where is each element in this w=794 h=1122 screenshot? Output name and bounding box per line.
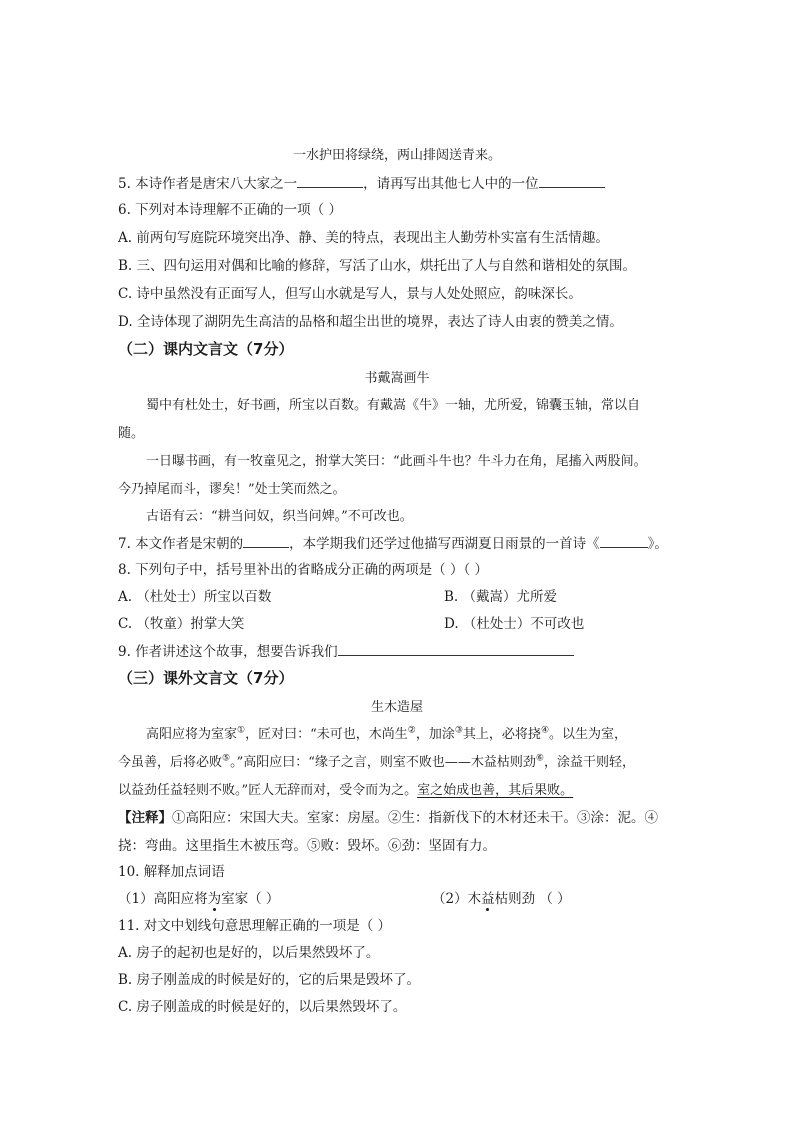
notes-text-1: ①高阳应：宋国大夫。室家：房屋。②生：指新伐下的木材还未干。③涂：泥。④ [172, 810, 658, 826]
q10-2-text-a: （2）木 [432, 891, 482, 907]
q7-text-a: 7. 本文作者是宋朝的 [118, 536, 244, 552]
p1b-seg-2: 。”高阳应曰：“缘子之言，则室不败也——木益枯则劲 [230, 755, 536, 770]
q10-1-text-a: （1）高阳应将 [118, 891, 208, 907]
note-mark-1: ① [237, 725, 246, 736]
question-6-option-d: D. 全诗体现了湖阴先生高洁的品格和超尘出世的境界，表达了诗人由衷的赞美之情。 [118, 314, 623, 330]
p1a-seg-2: ，匠对曰：“未可也，木尚生 [245, 727, 408, 742]
question-11-option-c: C. 房子刚盖成的时候是好的，以后果然毁坏了。 [118, 999, 407, 1015]
p1a-seg-3: ，加涂 [415, 727, 455, 742]
p1c-plain: 以益劲任益轻则不败。”匠人无辞而对，受令而为之。 [118, 783, 418, 798]
section-2-para-2b: 今乃掉尾而斗，谬矣！”处士笑而然之。 [118, 482, 346, 497]
q9-text: 9. 作者讲述这个故事，想要告诉我们 [118, 644, 338, 660]
q5-blank-2[interactable] [539, 173, 605, 188]
question-10-part-1 [118, 889, 279, 909]
section-3-heading: （三）课外文言文（7分） [118, 669, 294, 687]
question-8-option-b: B. （戴嵩）尤所爱 [444, 589, 558, 605]
section-3-title: 生木造屋 [370, 700, 423, 715]
question-8-option-d: D. （杜处士）不可改也 [444, 616, 585, 632]
section-2-heading: （二）课内文言文（7分） [118, 340, 294, 358]
p1a-seg-5: 。以生为室， [549, 727, 628, 742]
question-7 [118, 533, 668, 554]
section-2-para-1a: 蜀中有杜处士，好书画，所宝以百数。有戴嵩《牛》一轴，尤所爱，锦囊玉轴，常以自 [146, 398, 641, 413]
section-2-para-1b: 随。 [118, 426, 145, 441]
question-8-stem: 8. 下列句子中，括号里补出的省略成分正确的两项是（ ）（ ） [118, 562, 489, 578]
q10-1-dotted-word: 为 [207, 891, 222, 907]
question-10-part-2 [432, 889, 571, 909]
note-mark-5: ⑤ [222, 753, 231, 764]
section-2-para-3: 古语有云：“耕当问奴，织当问婢。”不可改也。 [146, 509, 413, 524]
question-8-option-a: A. （杜处士）所宝以百数 [118, 589, 272, 605]
section-2-title: 书戴嵩画牛 [364, 371, 430, 386]
note-mark-4: ④ [540, 725, 550, 736]
q10-1-text-b: 室家（ ） [221, 891, 280, 907]
question-5 [118, 173, 605, 194]
question-6-option-b: B. 三、四句运用对偶和比喻的修辞，写活了山水，烘托出了人与自然和谐相处的氛围。 [118, 258, 637, 274]
q7-text-b: ，本学期我们还学过他描写西湖夏日雨景的一首诗《 [289, 536, 600, 552]
notes-line-2: 挠：弯曲。这里指生木被压弯。⑤败：毁坏。⑥劲：坚固有力。 [118, 838, 496, 854]
question-8-option-c: C. （牧童）拊掌大笑 [118, 616, 245, 632]
q5-text-b: ，请再写出其他七人中的一位 [363, 176, 539, 192]
section-3-para-1c [118, 781, 573, 801]
p1a-seg-4: 其上，必将挠 [462, 727, 541, 742]
q10-2-dotted-word: 益 [481, 891, 495, 907]
q5-blank-1[interactable] [297, 173, 363, 188]
q10-2-text-b: 枯则劲 （ ） [494, 891, 571, 907]
q7-blank-2[interactable] [600, 533, 648, 548]
section-3-para-1b [118, 753, 635, 773]
note-mark-3: ③ [454, 725, 463, 736]
note-mark-2: ② [407, 725, 416, 736]
note-mark-6: ⑥ [535, 753, 544, 764]
poem-line: 一水护田将绿绕，两山排闼送青来。 [292, 148, 501, 163]
q5-text-a: 5. 本诗作者是唐宋八大家之一 [118, 176, 298, 192]
question-10-stem: 10. 解释加点词语 [118, 864, 225, 880]
question-6-option-a: A. 前两句写庭院环境突出净、静、美的特点，表现出主人勤劳朴实富有生活情趣。 [118, 230, 609, 246]
p1a-seg-1: 高阳应将为室家 [146, 727, 238, 742]
q7-text-c: 》。 [647, 536, 668, 552]
question-6-stem: 6. 下列对本诗理解不正确的一项（ ） [118, 202, 342, 218]
notes-label: 【注释】 [118, 810, 172, 826]
question-6-option-c: C. 诗中虽然没有正面写人，但写山水就是写人，景与人处处照应，韵味深长。 [118, 286, 582, 302]
question-11-option-a: A. 房子的起初也是好的，以后果然毁坏了。 [118, 945, 380, 961]
p1b-seg-3: ，涂益干则轻， [543, 755, 635, 770]
question-11-stem: 11. 对文中划线句意思理解正确的一项是（ ） [118, 918, 392, 934]
question-9 [118, 641, 574, 662]
q7-blank-1[interactable] [243, 533, 289, 548]
q9-blank[interactable] [338, 641, 574, 656]
question-11-option-b: B. 房子刚盖成的时候是好的，它的后果是毁坏了。 [118, 972, 421, 988]
underlined-sentence: 室之始成也善，其后果败。 [417, 783, 574, 798]
p1b-seg-1: 今虽善，后将必败 [118, 755, 223, 770]
section-2-para-2a: 一日曝书画，有一牧童见之，拊掌大笑曰：“此画斗牛也？牛斗力在角，尾搐入两股间。 [146, 454, 647, 469]
notes-line-1 [118, 808, 658, 828]
section-3-para-1a [146, 725, 627, 745]
